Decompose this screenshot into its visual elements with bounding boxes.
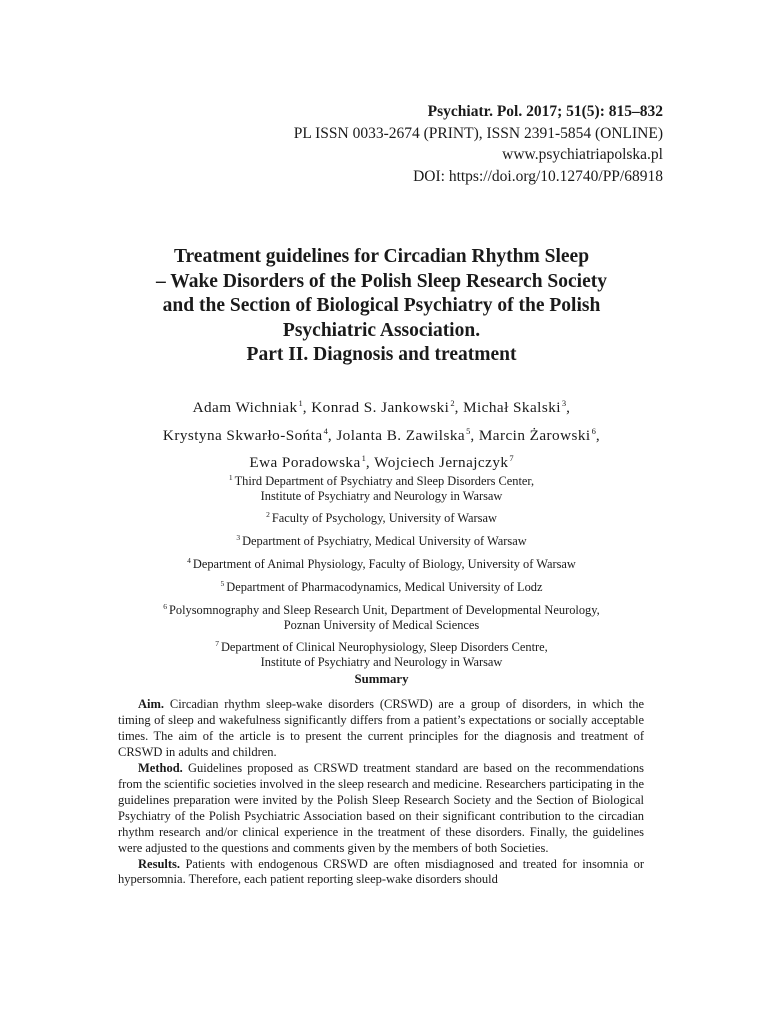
abstract-results-paragraph xyxy=(118,857,644,889)
abstract-aim-paragraph xyxy=(118,697,644,761)
summary-heading: Summary xyxy=(354,672,409,686)
affiliation-item xyxy=(100,600,663,632)
author-name: Konrad S. Jankowski xyxy=(311,399,450,417)
journal-website: www.psychiatriapolska.pl xyxy=(502,146,663,163)
affiliation-number: 4 xyxy=(187,556,191,566)
affiliation-text: Third Department of Psychiatry and Sleep Disorders Center, xyxy=(234,474,535,489)
method-label: Method. xyxy=(138,760,183,775)
article-title xyxy=(100,245,663,368)
affiliation-list xyxy=(100,471,663,675)
author-line xyxy=(100,392,663,420)
author-separator: , xyxy=(470,426,479,444)
aim-text: Circadian rhythm sleep-wake disorders (CRSWD) are a group of disorders, in which the timing of sleep and wakefulness significantly differs from a patient’s expectations or socially acceptable times. The aim of the article is to present the current principles for the diagnosis and treatment of CRSWD in adults and children. xyxy=(118,697,644,759)
doi-line: DOI: https://doi.org/10.12740/PP/68918 xyxy=(413,167,663,185)
author-separator: , xyxy=(454,399,464,417)
author-affiliation-mark: 3 xyxy=(561,398,567,408)
author-affiliation-mark: 2 xyxy=(450,398,455,408)
affiliation-number: 3 xyxy=(236,533,241,543)
affiliation-item xyxy=(100,554,663,572)
author-affiliation-mark: 6 xyxy=(591,425,596,436)
affiliation-item xyxy=(100,637,663,669)
author-affiliation-mark: 7 xyxy=(509,453,514,464)
results-label: Results. xyxy=(138,856,181,871)
method-text: Guidelines proposed as CRSWD treatment standard are based on the recommendations from the scientific societies involved in the sleep research and medicine. Researchers participating in the guidelines preparation were invited by the Polish Sleep Research Society and the Section of Biological Psychiatry of the Polish Psychiatric Association based on their significant contribution to the circadian rhythm research and/or clinical experience in the treatment of these disorders. Finally, the guidelines were adjusted to the questions and comments given by the members of both Societies. xyxy=(118,760,645,855)
abstract-method-paragraph xyxy=(118,761,644,857)
issn-line: PL ISSN 0033-2674 (PRINT), ISSN 2391-5854 (ONLINE) xyxy=(293,124,663,142)
affiliation-text: Department of Animal Physiology, Faculty of Biology, University of Warsaw xyxy=(192,557,576,572)
author-separator: , xyxy=(595,426,601,444)
aim-label: Aim. xyxy=(138,697,165,711)
affiliation-text: Polysomnography and Sleep Research Unit, Department of Developmental Neurology, xyxy=(169,603,600,618)
author-separator: , xyxy=(566,399,571,417)
affiliation-text: Institute of Psychiatry and Neurology in Warsaw xyxy=(260,488,503,503)
author-list xyxy=(100,392,663,475)
journal-header xyxy=(294,101,663,187)
affiliation-item xyxy=(100,471,663,503)
author-line xyxy=(100,420,663,448)
author-name: Jolanta B. Zawilska xyxy=(336,426,466,444)
author-separator: , xyxy=(302,399,312,417)
author-separator: , xyxy=(327,426,337,444)
affiliation-number: 7 xyxy=(215,639,219,649)
results-text: Patients with endogenous CRSWD are often misdiagnosed and treated for insomnia or hypersomnia. Therefore, each patient reporting sleep-wake disorders should xyxy=(118,856,644,887)
author-affiliation-mark: 1 xyxy=(361,453,366,464)
author-name: Marcin Żarowski xyxy=(478,426,591,444)
author-affiliation-mark: 4 xyxy=(323,425,328,436)
title-line: and the Section of Biological Psychiatry of the Polish xyxy=(162,295,601,316)
author-affiliation-mark: 5 xyxy=(466,425,471,436)
affiliation-item xyxy=(100,577,663,595)
affiliation-item xyxy=(100,531,663,549)
affiliation-text: Faculty of Psychology, University of Warsaw xyxy=(271,511,497,526)
author-separator: , xyxy=(365,454,375,472)
author-name: Krystyna Skwarło-Sońta xyxy=(162,426,323,444)
author-name: Adam Wichniak xyxy=(192,399,298,417)
author-name: Michał Skalski xyxy=(463,399,561,417)
affiliation-number: 1 xyxy=(228,473,233,482)
affiliation-text: Institute of Psychiatry and Neurology in Warsaw xyxy=(260,654,503,669)
affiliation-text: Department of Clinical Neurophysiology, Sleep Disorders Centre, xyxy=(220,640,548,655)
title-line: Treatment guidelines for Circadian Rhythm Sleep xyxy=(173,246,590,267)
author-name: Ewa Poradowska xyxy=(249,454,361,472)
title-line: – Wake Disorders of the Polish Sleep Research Society xyxy=(156,270,607,292)
title-line: Part II. Diagnosis and treatment xyxy=(246,344,517,365)
affiliation-number: 6 xyxy=(163,602,168,612)
affiliation-item xyxy=(100,508,663,526)
affiliation-number: 2 xyxy=(266,510,270,520)
title-line: Psychiatric Association. xyxy=(282,319,481,341)
affiliation-number: 5 xyxy=(220,579,225,589)
affiliation-text: Department of Psychiatry, Medical University of Warsaw xyxy=(242,534,527,549)
affiliation-text: Poznan University of Medical Sciences xyxy=(283,617,480,632)
author-name: Wojciech Jernajczyk xyxy=(374,454,509,472)
journal-citation: Psychiatr. Pol. 2017; 51(5): 815–832 xyxy=(427,103,663,120)
affiliation-text: Department of Pharmacodynamics, Medical University of Lodz xyxy=(226,580,543,595)
author-affiliation-mark: 1 xyxy=(298,398,303,408)
abstract-body xyxy=(118,697,644,888)
